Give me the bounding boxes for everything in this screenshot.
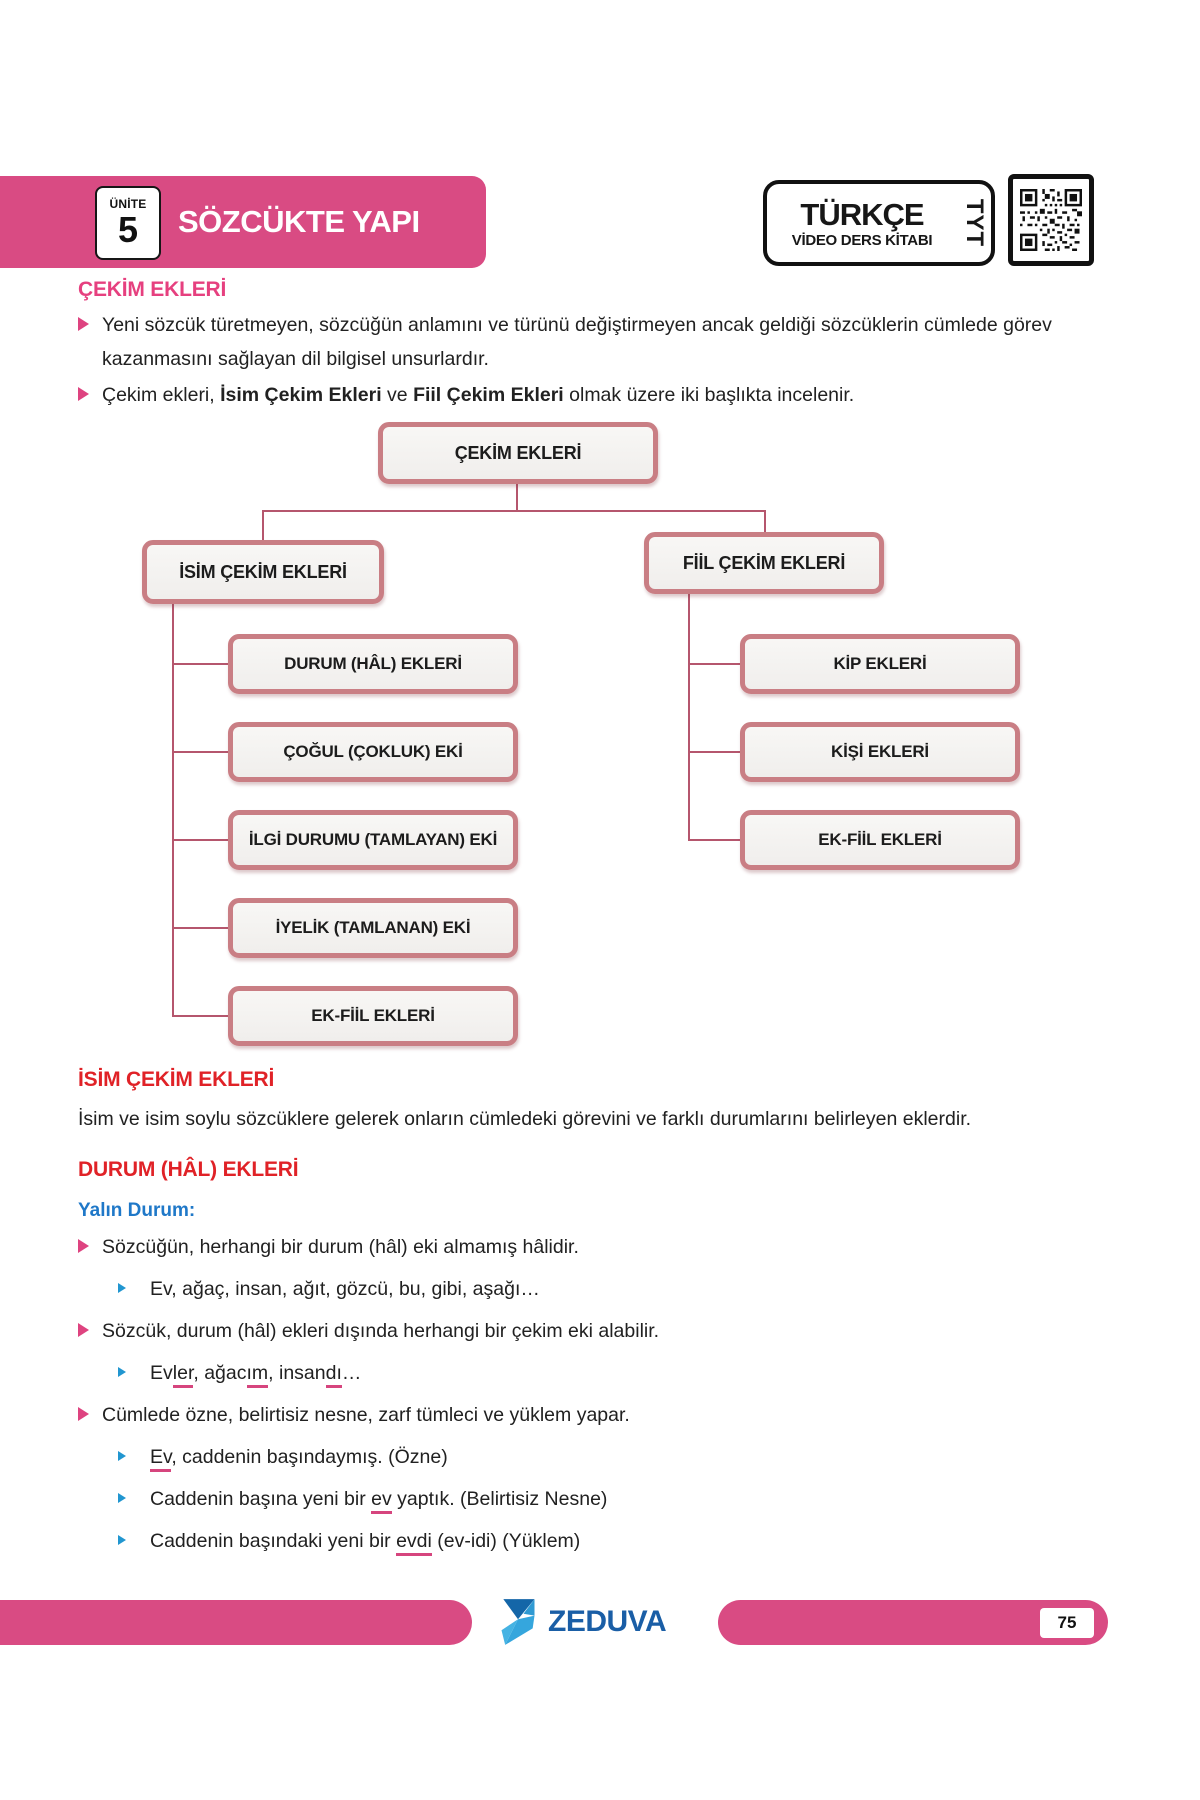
qr-code: [1008, 174, 1094, 266]
example-text: Caddenin başındaki yeni bir evdi (ev-idi) (Yüklem): [150, 1528, 580, 1554]
brand-main: [767, 196, 957, 249]
bullet-item: [78, 312, 1130, 376]
flowchart-node-iyelik: İYELİK (TAMLANAN) EKİ: [228, 898, 518, 958]
flowchart-node-ilgi: İLGİ DURUMU (TAMLAYAN) EKİ: [228, 810, 518, 870]
bullet-item: [78, 382, 1130, 412]
example-text: Caddenin başına yeni bir ev yaptık. (Belirtisiz Nesne): [150, 1486, 607, 1512]
section-description: İsim ve isim soylu sözcüklere gelerek onların cümledeki görevini ve farklı durumlarını belirleyen eklerdir.: [78, 1108, 972, 1130]
zeduva-z-icon: [496, 1596, 540, 1648]
sub-bullet-icon: [118, 1535, 126, 1545]
flowchart-node-kip: KİP EKLERİ: [740, 634, 1020, 694]
bullet-icon: [78, 1407, 89, 1421]
example-item: [118, 1360, 1118, 1386]
bullet-text: Sözcük, durum (hâl) ekleri dışında herhangi bir çekim eki alabilir.: [102, 1320, 660, 1342]
flowchart-node-isim-cekim: İSİM ÇEKİM EKLERİ: [142, 540, 384, 604]
flowchart-node-kisi: KİŞİ EKLERİ: [740, 722, 1020, 782]
unit-title: SÖZCÜKTE YAPI: [178, 204, 420, 239]
bullet-text: Yeni sözcük türetmeyen, sözcüğün anlamını ve türünü değiştirmeyen ancak geldiği sözcüklerin cümlede görev kazanmasını sağlayan dil bilgisel unsurlardır.: [102, 314, 1052, 370]
sub-bullet-icon: [118, 1283, 126, 1293]
connector-line: [262, 510, 264, 542]
bullet-item: [78, 1402, 1130, 1432]
connector-line: [172, 1015, 228, 1017]
subheading-yalin-durum: Yalın Durum:: [78, 1200, 196, 1221]
bullet-text: Çekim ekleri, İsim Çekim Ekleri ve Fiil Çekim Ekleri olmak üzere iki başlıkta incelenir.: [102, 384, 855, 406]
section-heading-isim-cekim: İSİM ÇEKİM EKLERİ: [78, 1068, 275, 1091]
flowchart-node-durum: DURUM (HÂL) EKLERİ: [228, 634, 518, 694]
connector-line: [172, 839, 228, 841]
connector-line: [172, 751, 228, 753]
connector-line: [262, 510, 766, 512]
connector-line: [688, 839, 740, 841]
connector-line: [516, 484, 518, 512]
brand-subject: TÜRKÇE: [800, 196, 924, 232]
bullet-text: Cümlede özne, belirtisiz nesne, zarf tümleci ve yüklem yapar.: [102, 1404, 630, 1426]
publisher-name: ZEDUVA: [548, 1605, 667, 1638]
flowchart-node-root: ÇEKİM EKLERİ: [378, 422, 658, 484]
example-text: Ev, ağaç, insan, ağıt, gözcü, bu, gibi, aşağı…: [150, 1278, 540, 1300]
connector-line: [688, 663, 740, 665]
connector-line: [172, 663, 228, 665]
flowchart-node-ekfiil-left: EK-FİİL EKLERİ: [228, 986, 518, 1046]
section-heading-durum: DURUM (HÂL) EKLERİ: [78, 1158, 299, 1181]
connector-line: [688, 594, 690, 841]
bullet-icon: [78, 387, 89, 401]
bullet-icon: [78, 1323, 89, 1337]
sub-bullet-icon: [118, 1451, 126, 1461]
example-item: [118, 1444, 1118, 1470]
flowchart-node-cogul: ÇOĞUL (ÇOKLUK) EKİ: [228, 722, 518, 782]
bullet-item: [78, 1318, 1130, 1348]
example-item: [118, 1528, 1118, 1554]
bullet-text: Sözcüğün, herhangi bir durum (hâl) eki almamış hâlidir.: [102, 1236, 579, 1258]
sub-bullet-icon: [118, 1493, 126, 1503]
brand-exam: [957, 198, 991, 248]
example-item: [118, 1276, 1118, 1302]
sub-bullet-icon: [118, 1367, 126, 1377]
exam-label: TYT: [961, 198, 989, 248]
unit-label: ÜNİTE: [109, 197, 147, 211]
example-text: Evler, ağacım, insandı…: [150, 1360, 361, 1386]
connector-line: [172, 927, 228, 929]
page-number: 75: [1040, 1608, 1094, 1638]
brand-book-title: VİDEO DERS KİTABI: [791, 231, 933, 249]
unit-number: 5: [117, 209, 139, 250]
section-heading-cekim: ÇEKİM EKLERİ: [78, 278, 227, 301]
connector-line: [688, 751, 740, 753]
bullet-icon: [78, 317, 89, 331]
example-item: [118, 1486, 1118, 1512]
qr-pattern-icon: [1020, 189, 1082, 251]
brand-badge: [763, 180, 995, 266]
flowchart-node-ekfiil-right: EK-FİİL EKLERİ: [740, 810, 1020, 870]
example-text: Ev, caddenin başındaymış. (Özne): [150, 1444, 448, 1470]
footer-bar-left: [0, 1600, 472, 1645]
flowchart-node-fiil-cekim: FİİL ÇEKİM EKLERİ: [644, 532, 884, 594]
publisher-logo: [496, 1596, 666, 1648]
unit-banner: [0, 176, 486, 268]
unit-badge: [95, 186, 161, 260]
bullet-icon: [78, 1239, 89, 1253]
bullet-item: [78, 1234, 1130, 1264]
